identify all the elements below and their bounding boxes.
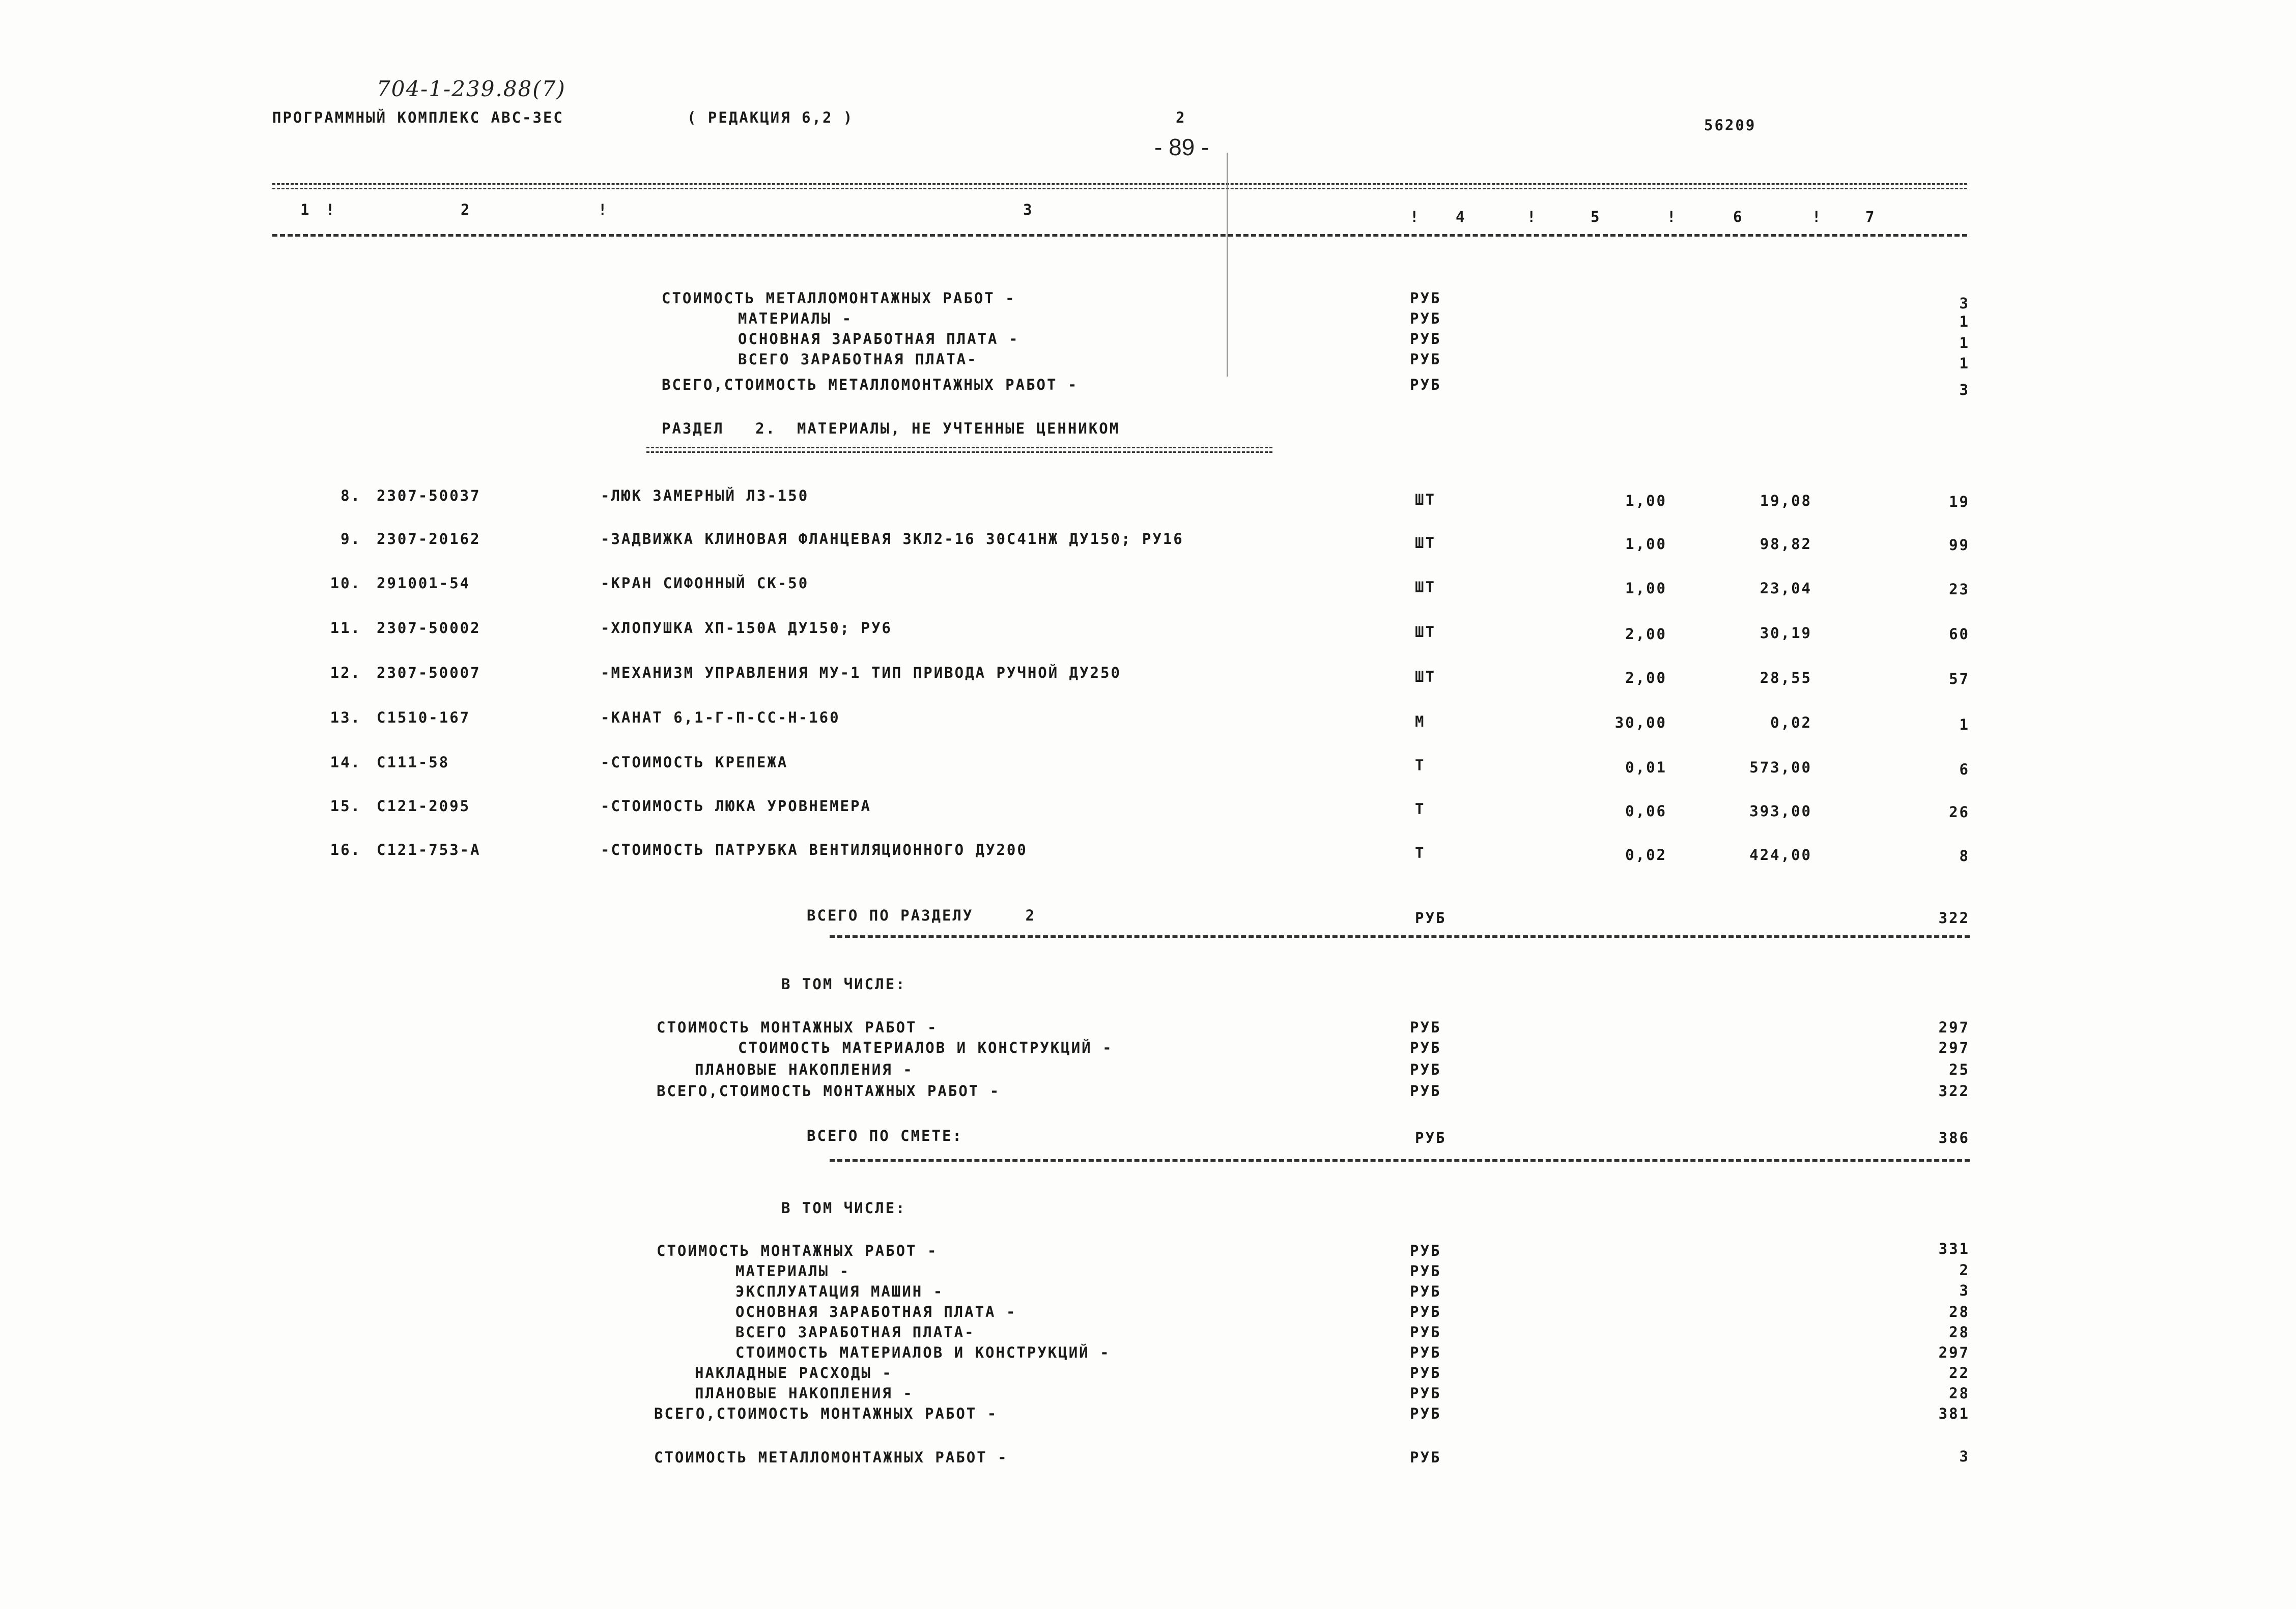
estimate-total-label: ВСЕГО ПО СМЕТЕ: (807, 1127, 963, 1144)
metal-basic-wage-unit: РУБ (1410, 330, 1441, 348)
col-sep: ! (1410, 208, 1421, 225)
header-rule-bottom (272, 234, 1967, 237)
est-mat-constr-value: 297 (1938, 1344, 1970, 1361)
row-price: 0,02 (1770, 714, 1812, 731)
row-total: 6 (1959, 761, 1970, 778)
program-name: ПРОГРАММНЫЙ КОМПЛЕКС АВС-3ЕС (272, 109, 564, 126)
col-num-3: 3 (1023, 201, 1034, 218)
row-unit: М (1415, 713, 1426, 730)
s2-grand-value: 322 (1938, 1082, 1970, 1100)
s2-mount-cost-label: СТОИМОСТЬ МОНТАЖНЫХ РАБОТ - (657, 1019, 938, 1036)
row-code: С111-58 (377, 754, 450, 771)
row-price: 23,04 (1760, 580, 1812, 597)
metal-grand-unit: РУБ (1410, 376, 1441, 393)
row-name: -СТОИМОСТЬ ЛЮКА УРОВНЕМЕРА (601, 797, 871, 815)
metal-grand-value: 3 (1959, 381, 1970, 398)
est-materials-value: 2 (1959, 1261, 1970, 1279)
section-total-rule (830, 935, 1970, 938)
row-name: -МЕХАНИЗМ УПРАВЛЕНИЯ МУ-1 ТИП ПРИВОДА РУЧНОЙ ДУ250 (601, 664, 1121, 681)
row-name: -СТОИМОСТЬ КРЕПЕЖА (601, 754, 788, 771)
est-grand-unit: РУБ (1410, 1405, 1441, 1422)
metal-cost-label: СТОИМОСТЬ МЕТАЛЛОМОНТАЖНЫХ РАБОТ - (662, 290, 1016, 307)
row-qty: 1,00 (1625, 535, 1667, 553)
metal-materials-value: 1 (1959, 313, 1970, 330)
col-num-7: 7 (1865, 208, 1876, 225)
s2-mount-cost-value: 297 (1938, 1019, 1970, 1036)
est-machines-label: ЭКСПЛУАТАЦИЯ МАШИН - (735, 1283, 944, 1300)
row-name: -СТОИМОСТЬ ПАТРУБКА ВЕНТИЛЯЦИОННОГО ДУ200 (601, 841, 1028, 858)
metal-materials-label: МАТЕРИАЛЫ - (738, 310, 853, 327)
col-sep: ! (1812, 208, 1823, 225)
est-metal-cost-label: СТОИМОСТЬ МЕТАЛЛОМОНТАЖНЫХ РАБОТ - (654, 1449, 1008, 1466)
est-mount-cost-label: СТОИМОСТЬ МОНТАЖНЫХ РАБОТ - (657, 1242, 938, 1259)
metal-basic-wage-label: ОСНОВНАЯ ЗАРАБОТНАЯ ПЛАТА - (738, 330, 1019, 348)
row-code: 2307-50037 (377, 487, 481, 504)
s2-grand-label: ВСЕГО,СТОИМОСТЬ МОНТАЖНЫХ РАБОТ - (657, 1082, 1001, 1100)
row-code: 2307-50007 (377, 664, 481, 681)
est-basic-wage-label: ОСНОВНАЯ ЗАРАБОТНАЯ ПЛАТА - (735, 1303, 1017, 1320)
est-metal-cost-value: 3 (1959, 1448, 1970, 1465)
section-title-underline (646, 447, 1272, 453)
row-num: 8. (341, 487, 361, 504)
row-qty: 1,00 (1625, 580, 1667, 597)
est-planned-label: ПЛАНОВЫЕ НАКОПЛЕНИЯ - (695, 1385, 914, 1402)
col-sep: ! (326, 201, 336, 218)
row-unit: ШТ (1415, 491, 1436, 508)
row-code: С121-2095 (377, 797, 471, 815)
row-total: 26 (1949, 803, 1970, 821)
row-name: -КРАН СИФОННЫЙ СК-50 (601, 574, 809, 592)
s2-planned-label: ПЛАНОВЫЕ НАКОПЛЕНИЯ - (695, 1061, 914, 1078)
row-price: 573,00 (1749, 759, 1812, 776)
row-num: 13. (330, 709, 361, 726)
metal-cost-unit: РУБ (1410, 290, 1441, 307)
row-num: 10. (330, 574, 361, 592)
col-num-6: 6 (1733, 208, 1744, 225)
row-qty: 1,00 (1625, 492, 1667, 509)
est-machines-unit: РУБ (1410, 1283, 1441, 1300)
section-total-value: 322 (1938, 909, 1970, 927)
est-mount-cost-value: 331 (1938, 1240, 1970, 1257)
row-qty: 2,00 (1625, 669, 1667, 686)
est-planned-value: 28 (1949, 1385, 1970, 1402)
page-number: - 89 - (1154, 134, 1209, 160)
row-total: 19 (1949, 493, 1970, 510)
estimate-total-unit: РУБ (1415, 1129, 1447, 1146)
est-materials-unit: РУБ (1410, 1262, 1441, 1280)
row-unit: Т (1415, 757, 1426, 774)
est-machines-value: 3 (1959, 1282, 1970, 1299)
row-total: 23 (1949, 581, 1970, 598)
row-qty: 0,02 (1625, 846, 1667, 864)
est-total-wage-unit: РУБ (1410, 1324, 1441, 1341)
s2-materials-unit: РУБ (1410, 1039, 1441, 1056)
row-name: -ЛЮК ЗАМЕРНЫЙ ЛЗ-150 (601, 487, 809, 504)
row-total: 99 (1949, 536, 1970, 554)
est-metal-cost-unit: РУБ (1410, 1449, 1441, 1466)
row-num: 12. (330, 664, 361, 681)
row-name: -КАНАТ 6,1-Г-П-СС-Н-160 (601, 709, 840, 726)
row-qty: 0,01 (1625, 759, 1667, 776)
metal-total-wage-label: ВСЕГО ЗАРАБОТНАЯ ПЛАТА- (738, 351, 978, 368)
est-grand-label: ВСЕГО,СТОИМОСТЬ МОНТАЖНЫХ РАБОТ - (654, 1405, 998, 1422)
est-grand-value: 381 (1938, 1405, 1970, 1422)
row-unit: Т (1415, 800, 1426, 818)
row-code: С121-753-А (377, 841, 481, 858)
s2-mount-cost-unit: РУБ (1410, 1019, 1441, 1036)
row-total: 60 (1949, 625, 1970, 643)
col-sep: ! (1527, 208, 1538, 225)
row-num: 9. (341, 530, 361, 548)
est-overhead-unit: РУБ (1410, 1364, 1441, 1382)
metal-basic-wage-value: 1 (1959, 334, 1970, 352)
est-materials-label: МАТЕРИАЛЫ - (735, 1262, 851, 1280)
section-title: РАЗДЕЛ 2. МАТЕРИАЛЫ, НЕ УЧТЕННЫЕ ЦЕННИКОМ (662, 420, 1120, 437)
section-breakdown-heading: В ТОМ ЧИСЛЕ: (781, 975, 906, 993)
revision: ( РЕДАКЦИЯ 6,2 ) (687, 109, 854, 126)
row-total: 8 (1959, 847, 1970, 865)
row-price: 28,55 (1760, 669, 1812, 686)
header-rule-top (272, 183, 1967, 189)
row-qty: 2,00 (1625, 625, 1667, 643)
row-price: 98,82 (1760, 535, 1812, 553)
est-overhead-label: НАКЛАДНЫЕ РАСХОДЫ - (695, 1364, 893, 1382)
handwritten-code: 704-1-239.88(7) (377, 76, 566, 101)
metal-total-wage-unit: РУБ (1410, 351, 1441, 368)
col-num-5: 5 (1591, 208, 1601, 225)
row-num: 11. (330, 619, 361, 637)
est-mat-constr-unit: РУБ (1410, 1344, 1441, 1361)
row-qty: 0,06 (1625, 802, 1667, 820)
row-code: 291001-54 (377, 574, 471, 592)
col-num-4: 4 (1456, 208, 1466, 225)
row-unit: ШТ (1415, 534, 1436, 552)
metal-cost-value: 3 (1959, 295, 1970, 312)
row-price: 19,08 (1760, 492, 1812, 509)
est-total-wage-label: ВСЕГО ЗАРАБОТНАЯ ПЛАТА- (735, 1324, 975, 1341)
row-code: 2307-50002 (377, 619, 481, 637)
row-num: 16. (330, 841, 361, 858)
document-number: 56209 (1704, 117, 1756, 134)
row-name: -ХЛОПУШКА ХП-150А ДУ150; РУ6 (601, 619, 892, 637)
estimate-total-rule (830, 1159, 1970, 1162)
s2-planned-unit: РУБ (1410, 1061, 1441, 1078)
col-sep: ! (598, 201, 609, 218)
section-total-unit: РУБ (1415, 909, 1447, 927)
row-unit: ШТ (1415, 668, 1436, 685)
col-num-2: 2 (461, 201, 471, 218)
estimate-breakdown-heading: В ТОМ ЧИСЛЕ: (781, 1199, 906, 1217)
metal-grand-label: ВСЕГО,СТОИМОСТЬ МЕТАЛЛОМОНТАЖНЫХ РАБОТ - (662, 376, 1079, 393)
section-total-label: ВСЕГО ПО РАЗДЕЛУ 2 (807, 907, 1036, 924)
row-price: 30,19 (1760, 624, 1812, 642)
row-code: 2307-20162 (377, 530, 481, 548)
row-total: 1 (1959, 716, 1970, 733)
row-unit: Т (1415, 844, 1426, 861)
row-name: -ЗАДВИЖКА КЛИНОВАЯ ФЛАНЦЕВАЯ ЗКЛ2-16 30С41НЖ ДУ150; РУ16 (601, 530, 1184, 548)
row-num: 15. (330, 797, 361, 815)
stray-mark (1227, 153, 1228, 377)
row-qty: 30,00 (1614, 714, 1667, 731)
row-num: 14. (330, 754, 361, 771)
est-basic-wage-value: 28 (1949, 1303, 1970, 1320)
s2-planned-value: 25 (1949, 1061, 1970, 1078)
estimate-total-value: 386 (1938, 1129, 1970, 1146)
est-basic-wage-unit: РУБ (1410, 1303, 1441, 1320)
s2-materials-value: 297 (1938, 1039, 1970, 1056)
col-sep: ! (1667, 208, 1678, 225)
row-unit: ШТ (1415, 623, 1436, 641)
col-num-1: 1 (300, 201, 311, 218)
metal-materials-unit: РУБ (1410, 310, 1441, 327)
row-code: С1510-167 (377, 709, 471, 726)
est-total-wage-value: 28 (1949, 1324, 1970, 1341)
est-mat-constr-label: СТОИМОСТЬ МАТЕРИАЛОВ И КОНСТРУКЦИЙ - (735, 1344, 1111, 1361)
row-price: 424,00 (1749, 846, 1812, 864)
row-unit: ШТ (1415, 579, 1436, 596)
metal-total-wage-value: 1 (1959, 355, 1970, 372)
s2-materials-label: СТОИМОСТЬ МАТЕРИАЛОВ И КОНСТРУКЦИЙ - (738, 1039, 1113, 1056)
s2-grand-unit: РУБ (1410, 1082, 1441, 1100)
small-number: 2 (1176, 109, 1186, 126)
est-planned-unit: РУБ (1410, 1385, 1441, 1402)
est-mount-cost-unit: РУБ (1410, 1242, 1441, 1259)
est-overhead-value: 22 (1949, 1364, 1970, 1382)
row-total: 57 (1949, 670, 1970, 687)
row-price: 393,00 (1749, 802, 1812, 820)
